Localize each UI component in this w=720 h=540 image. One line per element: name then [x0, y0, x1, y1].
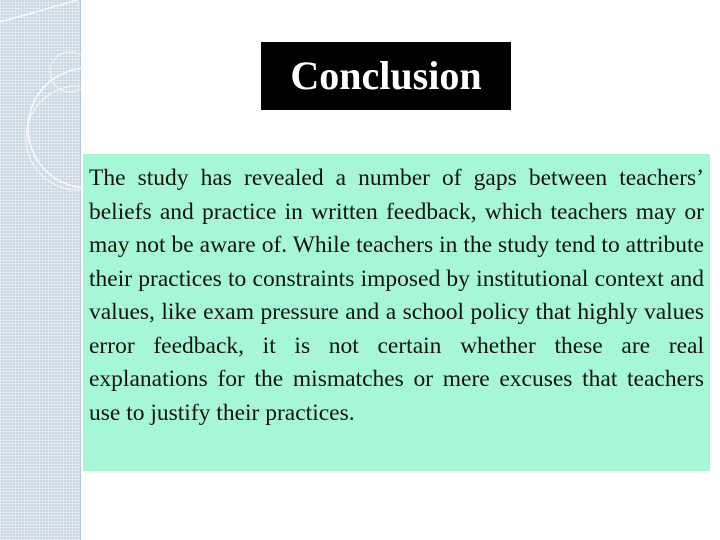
content-box: [83, 154, 710, 471]
slide-body-text: The study has revealed a number of gaps between teachers’ beliefs and practice in written feedback, which teachers may or may not be aware of. While teachers in the study tend to attribute their practices to constraints imposed by institutional context and values, like exam pressure and a school policy that highly values error feedback, it is not certain whether these are real explanations for the mismatches or mere excuses that teachers use to justify their practices.: [89, 165, 704, 426]
slide-title-box: [261, 42, 511, 110]
decorative-sidebar: [0, 0, 81, 540]
slide-title: Conclusion: [290, 53, 482, 98]
